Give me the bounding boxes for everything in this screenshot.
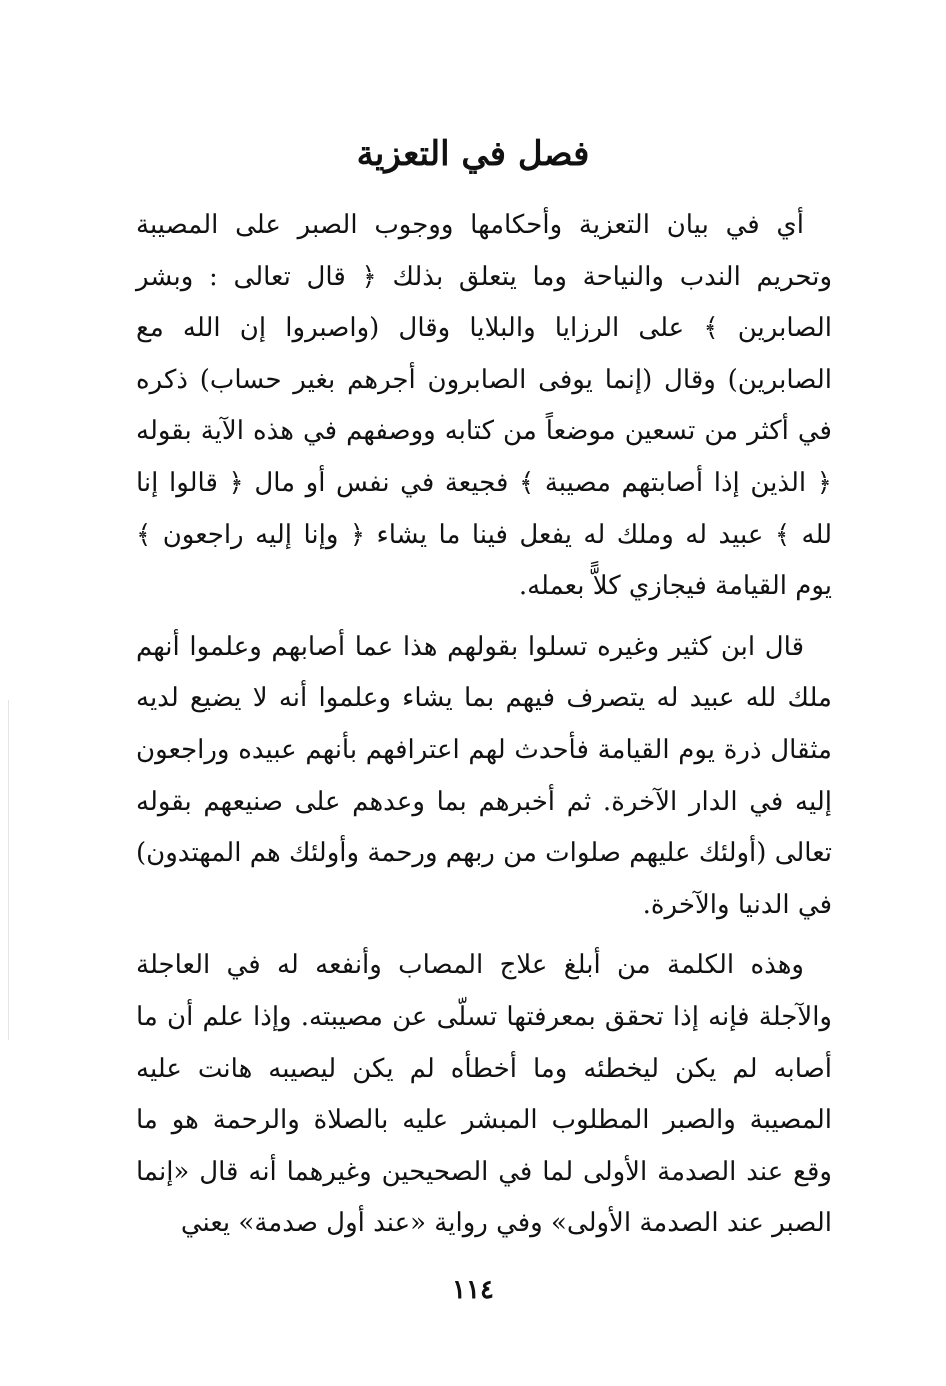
chapter-title: فصل في التعزية xyxy=(356,134,590,174)
paragraph-1: أي في بيان التعزية وأحكامها ووجوب الصبر على المصيبة وتحريم الندب والنياحة وما يتعلق بذلك ﴿ قال تعالى : وبشر الصابرين ﴾ على الرزايا والبلايا وقال (واصبروا إن الله مع الصابرين) وقال (إنما يوفى الصابرون أجرهم بغير حساب) ذكره في أكثر من تسعين موضعاً من كتابه ووصفهم في هذه الآية بقوله ﴿ الذين إذا أصابتهم مصيبة ﴾ فجيعة في نفس أو مال ﴿ قالوا إنا لله ﴾ عبيد له وملك له يفعل فينا ما يشاء ﴿ وإنا إليه راجعون ﴾ يوم القيامة فيجازي كلاًّ بعمله. xyxy=(136,210,832,602)
scan-margin-line xyxy=(8,700,9,1040)
body-text xyxy=(136,200,832,1259)
paragraph-2: قال ابن كثير وغيره تسلوا بقولهم هذا عما أصابهم وعلموا أنهم ملك لله عبيد له يتصرف فيهم بما يشاء وعلموا أنه لا يضيع لديه مثقال ذرة يوم القيامة فأحدث لهم اعترافهم بأنهم عبيده وراجعون إليه في الدار الآخرة. ثم أخبرهم بما وعدهم على صنيعهم بقوله تعالى (أولئك عليهم صلوات من ربهم ورحمة وأولئك هم المهتدون) في الدنيا والآخرة. xyxy=(136,631,832,920)
page-number: ١١٤ xyxy=(452,1275,494,1305)
paragraph-3: وهذه الكلمة من أبلغ علاج المصاب وأنفعه له في العاجلة والآجلة فإنه إذا تحقق بمعرفتها تسلّى عن مصيبته. وإذا علم أن ما أصابه لم يكن ليخطئه وما أخطأه لم يكن ليصيبه هانت عليه المصيبة والصبر المطلوب المبشر عليه بالصلاة والرحمة هو ما وقع عند الصدمة الأولى لما في الصحيحين وغيرهما أنه قال «إنما الصبر عند الصدمة الأولى» وفي رواية «عند أول صدمة» يعني xyxy=(136,950,832,1239)
